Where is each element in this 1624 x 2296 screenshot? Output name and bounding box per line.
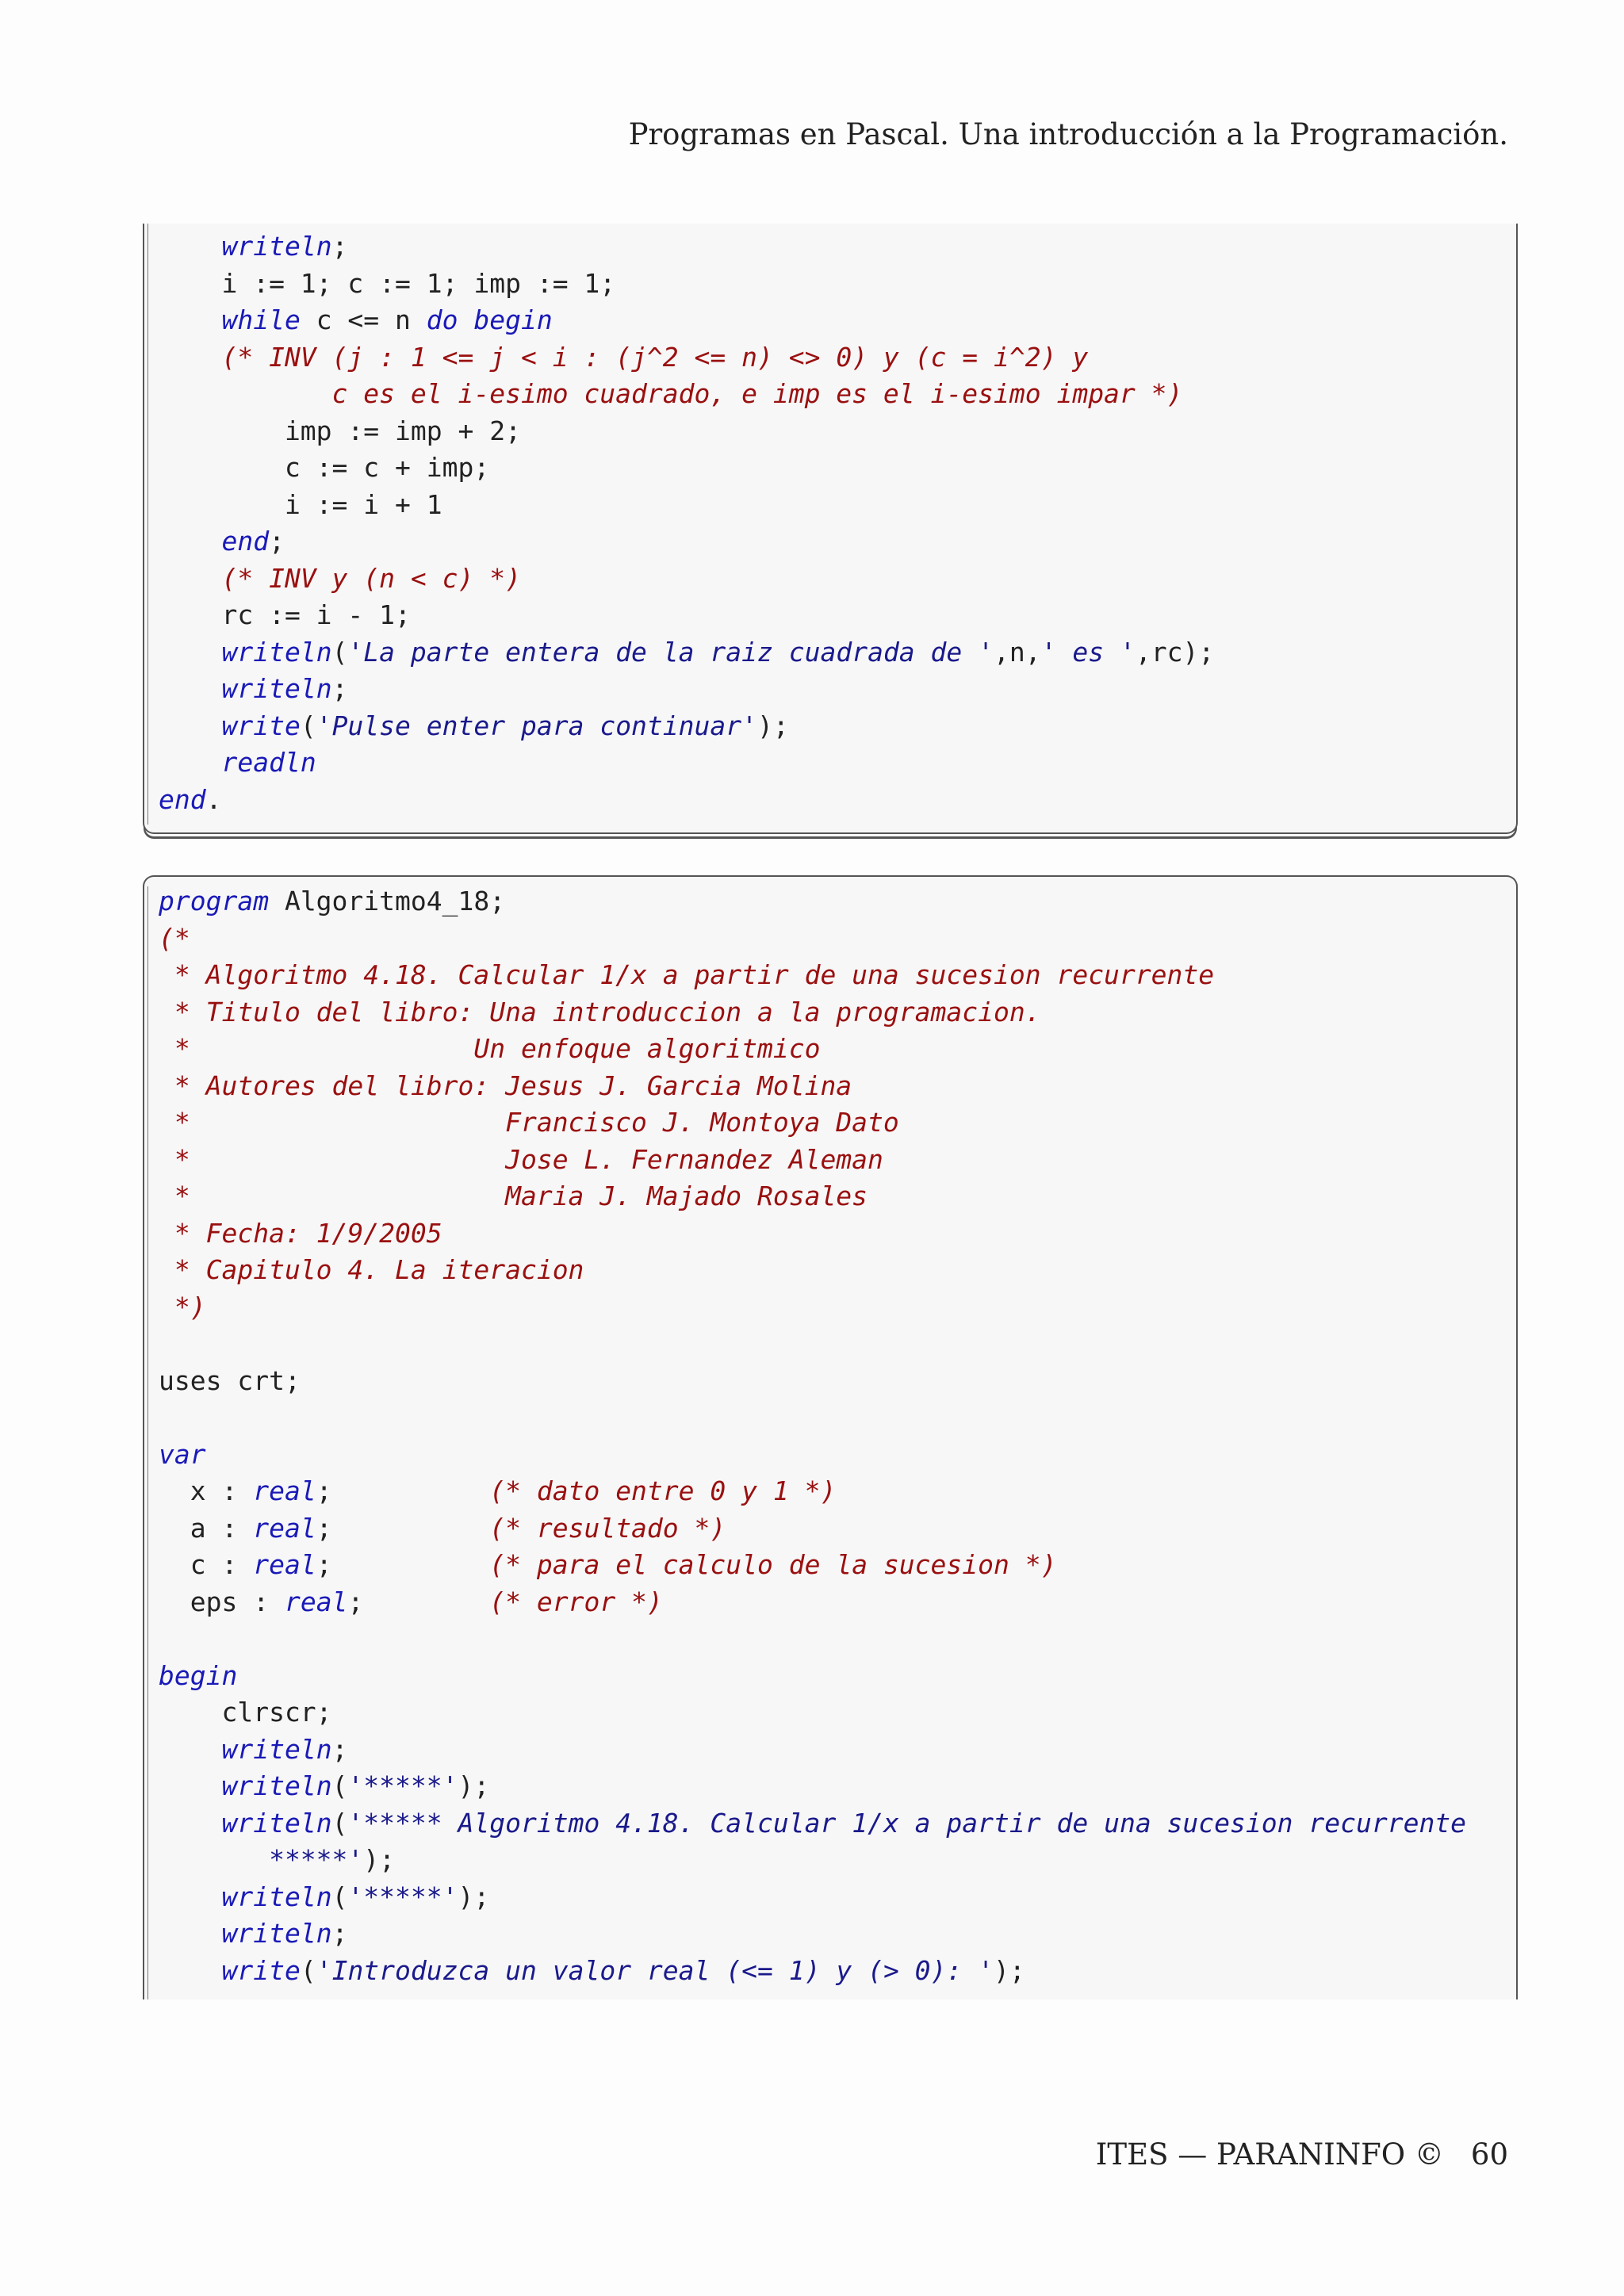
- code-keyword: readln: [221, 747, 316, 778]
- code-comment: * Titulo del libro: Una introduccion a la programacion.: [159, 996, 1041, 1027]
- code-line: [159, 1879, 1466, 1916]
- code-line: [159, 1842, 1466, 1879]
- code-text: x :: [159, 1475, 254, 1506]
- code-keyword: real: [253, 1549, 316, 1580]
- code-keyword: writeln: [221, 1918, 332, 1949]
- code-text: ;: [269, 526, 285, 557]
- code-keyword: do begin: [426, 304, 553, 335]
- code-listing-continued: [143, 224, 1518, 834]
- code-string: *****': [159, 1844, 364, 1875]
- code-keyword: writeln: [221, 1881, 332, 1912]
- code-line: [159, 634, 1214, 672]
- code-comment: c es el i-esimo cuadrado, e imp es el i-esimo impar *): [159, 378, 1183, 409]
- code-line: [159, 487, 1214, 524]
- code-text: (: [300, 710, 316, 741]
- code-text: ;: [331, 1733, 348, 1765]
- code-keyword: real: [253, 1512, 316, 1544]
- code-keyword: writeln: [221, 673, 332, 704]
- code-line: [159, 561, 1214, 598]
- code-text: [159, 1770, 221, 1801]
- code-line: [159, 1547, 1466, 1584]
- code-text: [159, 747, 221, 778]
- code-line: [159, 1805, 1466, 1843]
- code-comment: * Algoritmo 4.18. Calcular 1/x a partir de una sucesion recurrente: [159, 959, 1215, 990]
- code-text: c <= n: [300, 304, 427, 335]
- code-comment: * Maria J. Majado Rosales: [159, 1181, 868, 1211]
- code-text: i := i + 1: [159, 488, 442, 520]
- code-text: ;: [331, 673, 348, 704]
- code-comment: *): [159, 1291, 206, 1322]
- code-comment: (* dato entre 0 y 1 *): [489, 1475, 837, 1506]
- code-line: [159, 523, 1214, 561]
- code-comment: (*: [159, 922, 190, 954]
- code-text: (: [331, 1807, 348, 1839]
- code-text: [159, 637, 221, 668]
- code-line: [159, 920, 1466, 958]
- code-line: [159, 1363, 1466, 1400]
- code-line: [159, 1584, 1466, 1621]
- code-line: [159, 302, 1214, 339]
- code-string: 'Introduzca un valor real (<= 1) y (> 0): ': [316, 1954, 994, 1986]
- code-line: [159, 1031, 1466, 1068]
- code-text: );: [458, 1770, 490, 1801]
- code-keyword: program: [159, 886, 270, 916]
- code-keyword: end: [221, 526, 270, 557]
- code-listing-algoritmo4-18: [143, 875, 1518, 1999]
- code-line: [159, 1768, 1466, 1805]
- code-text: c := c + imp;: [159, 452, 490, 483]
- code-text: [159, 673, 221, 704]
- code-line: [159, 339, 1214, 377]
- code-comment: * Fecha: 1/9/2005: [159, 1217, 442, 1249]
- code-keyword: write: [221, 710, 301, 741]
- code-line: [159, 994, 1466, 1031]
- code-line: [159, 1068, 1466, 1105]
- code-comment: * Jose L. Fernandez Aleman: [159, 1143, 883, 1175]
- code-text: [159, 342, 221, 373]
- code-line: [159, 1252, 1466, 1289]
- code-comment: (* INV (j : 1 <= j < i : (j^2 <= n) <> 0) y (c = i^2) y: [221, 341, 1089, 373]
- code-line: [159, 1732, 1466, 1769]
- code-keyword: writeln: [221, 1733, 332, 1765]
- code-keyword: end: [159, 783, 206, 815]
- code-keyword: write: [221, 1954, 301, 1986]
- code-text: ;: [316, 1549, 490, 1580]
- code-text: [159, 1734, 221, 1765]
- code-line: [159, 1473, 1466, 1510]
- page-number: 60: [1470, 2137, 1508, 2172]
- code-text: [159, 563, 221, 594]
- code-string: '***** Algoritmo 4.18. Calcular 1/x a partir de una sucesion recurrente: [347, 1807, 1467, 1839]
- code-text: );: [458, 1881, 490, 1912]
- code-text: (: [331, 1770, 348, 1801]
- code-line: [159, 1915, 1466, 1953]
- code-line: [159, 376, 1214, 413]
- code-line: [159, 266, 1214, 303]
- code-line: [159, 1178, 1466, 1215]
- code-line: [159, 413, 1214, 450]
- code-line: [159, 1142, 1466, 1179]
- code-line: [159, 883, 1466, 920]
- code-text: ;: [347, 1586, 490, 1617]
- publisher-credit: ITES — PARANINFO ©: [1095, 2137, 1444, 2172]
- code-line: [159, 1326, 1466, 1363]
- code-text: a :: [159, 1512, 254, 1544]
- code-line: [159, 228, 1214, 266]
- code-line: [159, 1621, 1466, 1658]
- code-string: ' es ': [1040, 636, 1136, 668]
- code-text: .: [205, 783, 222, 815]
- code-text: [159, 1808, 221, 1839]
- code-comment: * Capitulo 4. La iteracion: [159, 1254, 584, 1285]
- code-keyword: while: [221, 304, 301, 335]
- code-comment: (* INV y (n < c) *): [221, 562, 521, 594]
- code-string: 'Pulse enter para continuar': [316, 710, 757, 741]
- code-keyword: writeln: [221, 1807, 332, 1839]
- code-keyword: real: [284, 1586, 348, 1617]
- code-comment: (* resultado *): [489, 1512, 726, 1544]
- code-text: rc := i - 1;: [159, 599, 411, 630]
- code-comment: * Un enfoque algoritmico: [159, 1033, 821, 1064]
- code-text: ,n,: [994, 636, 1041, 668]
- code-line: [159, 744, 1214, 782]
- code-line: [159, 1215, 1466, 1253]
- code-line: [159, 1437, 1466, 1474]
- code-keyword: writeln: [221, 1770, 332, 1801]
- code-keyword: var: [159, 1438, 206, 1470]
- code-line: [159, 957, 1466, 994]
- code-line: [159, 782, 1214, 819]
- code-text: [159, 304, 221, 335]
- code-text: clrscr;: [159, 1697, 332, 1728]
- code-keyword: begin: [159, 1659, 238, 1691]
- code-text: [159, 1918, 221, 1949]
- code-text: (: [331, 1881, 348, 1912]
- code-string: '*****': [347, 1770, 458, 1801]
- code-keyword: writeln: [221, 231, 332, 262]
- code-text: Algoritmo4_18;: [269, 886, 506, 916]
- code-text: ;: [331, 231, 348, 262]
- code-line: [159, 671, 1214, 708]
- code-text: i := 1; c := 1; imp := 1;: [159, 267, 616, 299]
- running-footer: [1096, 2137, 1508, 2172]
- code-block-bottom: [159, 883, 1466, 1989]
- code-comment: (* para el calculo de la sucesion *): [489, 1549, 1057, 1580]
- code-text: [159, 710, 221, 741]
- code-comment: (* error *): [489, 1586, 663, 1617]
- code-text: );: [363, 1844, 396, 1875]
- code-text: );: [994, 1954, 1025, 1986]
- code-keyword: real: [253, 1475, 316, 1506]
- code-text: ,rc);: [1135, 636, 1215, 668]
- code-line: [159, 708, 1214, 745]
- code-comment: * Autores del libro: Jesus J. Garcia Molina: [159, 1070, 852, 1101]
- code-text: eps :: [159, 1586, 285, 1617]
- code-text: uses crt;: [159, 1364, 301, 1396]
- code-text: [159, 526, 221, 557]
- code-line: [159, 450, 1214, 487]
- running-header: Programas en Pascal. Una introducción a la Programación.: [628, 117, 1508, 151]
- code-text: ;: [331, 1918, 348, 1949]
- code-text: (: [331, 636, 348, 668]
- code-line: [159, 1289, 1466, 1326]
- code-string: 'La parte entera de la raiz cuadrada de ': [347, 636, 994, 668]
- code-text: ;: [316, 1512, 490, 1544]
- code-text: imp := imp + 2;: [159, 415, 521, 446]
- code-text: );: [757, 710, 789, 741]
- code-line: [159, 1104, 1466, 1142]
- code-line: [159, 1510, 1466, 1548]
- code-line: [159, 597, 1214, 634]
- code-line: [159, 1399, 1466, 1437]
- code-keyword: writeln: [221, 636, 332, 668]
- code-text: [159, 231, 221, 262]
- code-text: (: [300, 1954, 316, 1986]
- code-text: c :: [159, 1549, 254, 1580]
- code-comment: * Francisco J. Montoya Dato: [159, 1107, 899, 1138]
- code-text: [159, 1881, 221, 1912]
- code-text: [159, 1955, 221, 1986]
- code-line: [159, 1658, 1466, 1695]
- code-text: ;: [316, 1475, 490, 1506]
- code-block-top: [159, 228, 1214, 818]
- code-line: [159, 1953, 1466, 1990]
- code-string: '*****': [347, 1881, 458, 1912]
- code-line: [159, 1694, 1466, 1732]
